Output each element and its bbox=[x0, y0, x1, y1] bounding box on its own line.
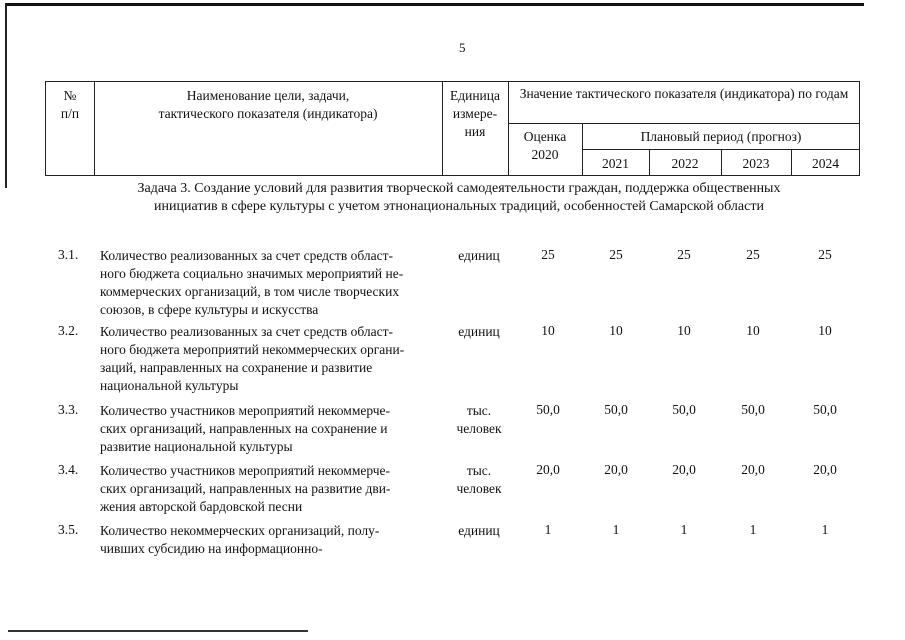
header-plan-period: Плановый период (прогноз) bbox=[640, 129, 802, 144]
value-2022: 1 bbox=[680, 522, 688, 537]
value-2021: 1 bbox=[612, 522, 620, 537]
value-2022: 50,0 bbox=[672, 402, 696, 417]
row-name: Количество некоммерческих организаций, полу- чивших субсидию на информационно- bbox=[100, 523, 380, 556]
value-2020: 20,0 bbox=[536, 462, 560, 477]
value-2021: 25 bbox=[609, 247, 623, 262]
value-2021: 20,0 bbox=[604, 462, 628, 477]
value-2020: 25 bbox=[541, 247, 555, 262]
row-name: Количество реализованных за счет средств област- ного бюджета социально значимых мероприятий не- коммерческих организаций, в том числе творческих союзов, в сфере культуры и искусства bbox=[100, 248, 404, 317]
value-2020: 50,0 bbox=[536, 402, 560, 417]
row-unit: единиц bbox=[458, 248, 500, 263]
left-border-line bbox=[5, 3, 7, 188]
value-2024: 20,0 bbox=[813, 462, 837, 477]
value-2020: 1 bbox=[544, 522, 552, 537]
page-number: 5 bbox=[459, 40, 466, 55]
header-year: 2021 bbox=[602, 156, 629, 171]
header-estimate: Оценка 2020 bbox=[523, 129, 567, 162]
value-2023: 20,0 bbox=[741, 462, 765, 477]
value-2024: 1 bbox=[821, 522, 829, 537]
value-2020: 10 bbox=[541, 323, 555, 338]
value-2023: 10 bbox=[746, 323, 760, 338]
value-2023: 25 bbox=[746, 247, 760, 262]
header-year: 2023 bbox=[742, 156, 770, 171]
bottom-border-line bbox=[8, 630, 308, 632]
header-year: 2022 bbox=[671, 156, 699, 171]
value-2022: 25 bbox=[677, 247, 691, 262]
row-number: 3.4. bbox=[58, 462, 79, 477]
table-header bbox=[45, 81, 860, 176]
task-title: Задача 3. Создание условий для развития творческой самодеятельности граждан, поддержка общественных инициатив в сфере культуры с учетом этнонациональных традиций, особенностей Самарской области bbox=[137, 181, 781, 214]
header-num: № п/п bbox=[60, 88, 80, 121]
header-unit: Единица измере- ния bbox=[449, 88, 500, 139]
row-number: 3.2. bbox=[58, 323, 79, 338]
row-name: Количество реализованных за счет средств област- ного бюджета мероприятий некоммерческих органи- заций, направленных на сохранение и развитие национальной культуры bbox=[100, 324, 405, 393]
row-number: 3.3. bbox=[58, 402, 79, 417]
row-name: Количество участников мероприятий некоммерче- ских организаций, направленных на развитие дви- жения авторской бардовской песни bbox=[100, 463, 391, 514]
value-2024: 10 bbox=[818, 323, 832, 338]
row-name: Количество участников мероприятий некоммерче- ских организаций, направленных на сохранение и развитие национальной культуры bbox=[100, 403, 391, 454]
value-2021: 50,0 bbox=[604, 402, 628, 417]
top-border-line bbox=[6, 3, 864, 6]
row-unit: тыс. человек bbox=[456, 403, 502, 436]
row-unit: единиц bbox=[458, 523, 500, 538]
row-unit: тыс. человек bbox=[456, 463, 502, 496]
value-2021: 10 bbox=[609, 323, 623, 338]
row-number: 3.1. bbox=[58, 247, 79, 262]
row-unit: единиц bbox=[458, 324, 500, 339]
header-name: Наименование цели, задачи, тактического показателя (индикатора) bbox=[158, 88, 378, 121]
divider bbox=[508, 123, 859, 124]
value-2023: 1 bbox=[749, 522, 757, 537]
row-number: 3.5. bbox=[58, 522, 79, 537]
value-2022: 10 bbox=[677, 323, 691, 338]
value-2024: 50,0 bbox=[813, 402, 837, 417]
header-year: 2024 bbox=[812, 156, 839, 171]
value-2022: 20,0 bbox=[672, 462, 696, 477]
value-2023: 50,0 bbox=[741, 402, 765, 417]
header-value-title: Значение тактического показателя (индикатора) по годам bbox=[519, 86, 849, 101]
value-2024: 25 bbox=[818, 247, 832, 262]
